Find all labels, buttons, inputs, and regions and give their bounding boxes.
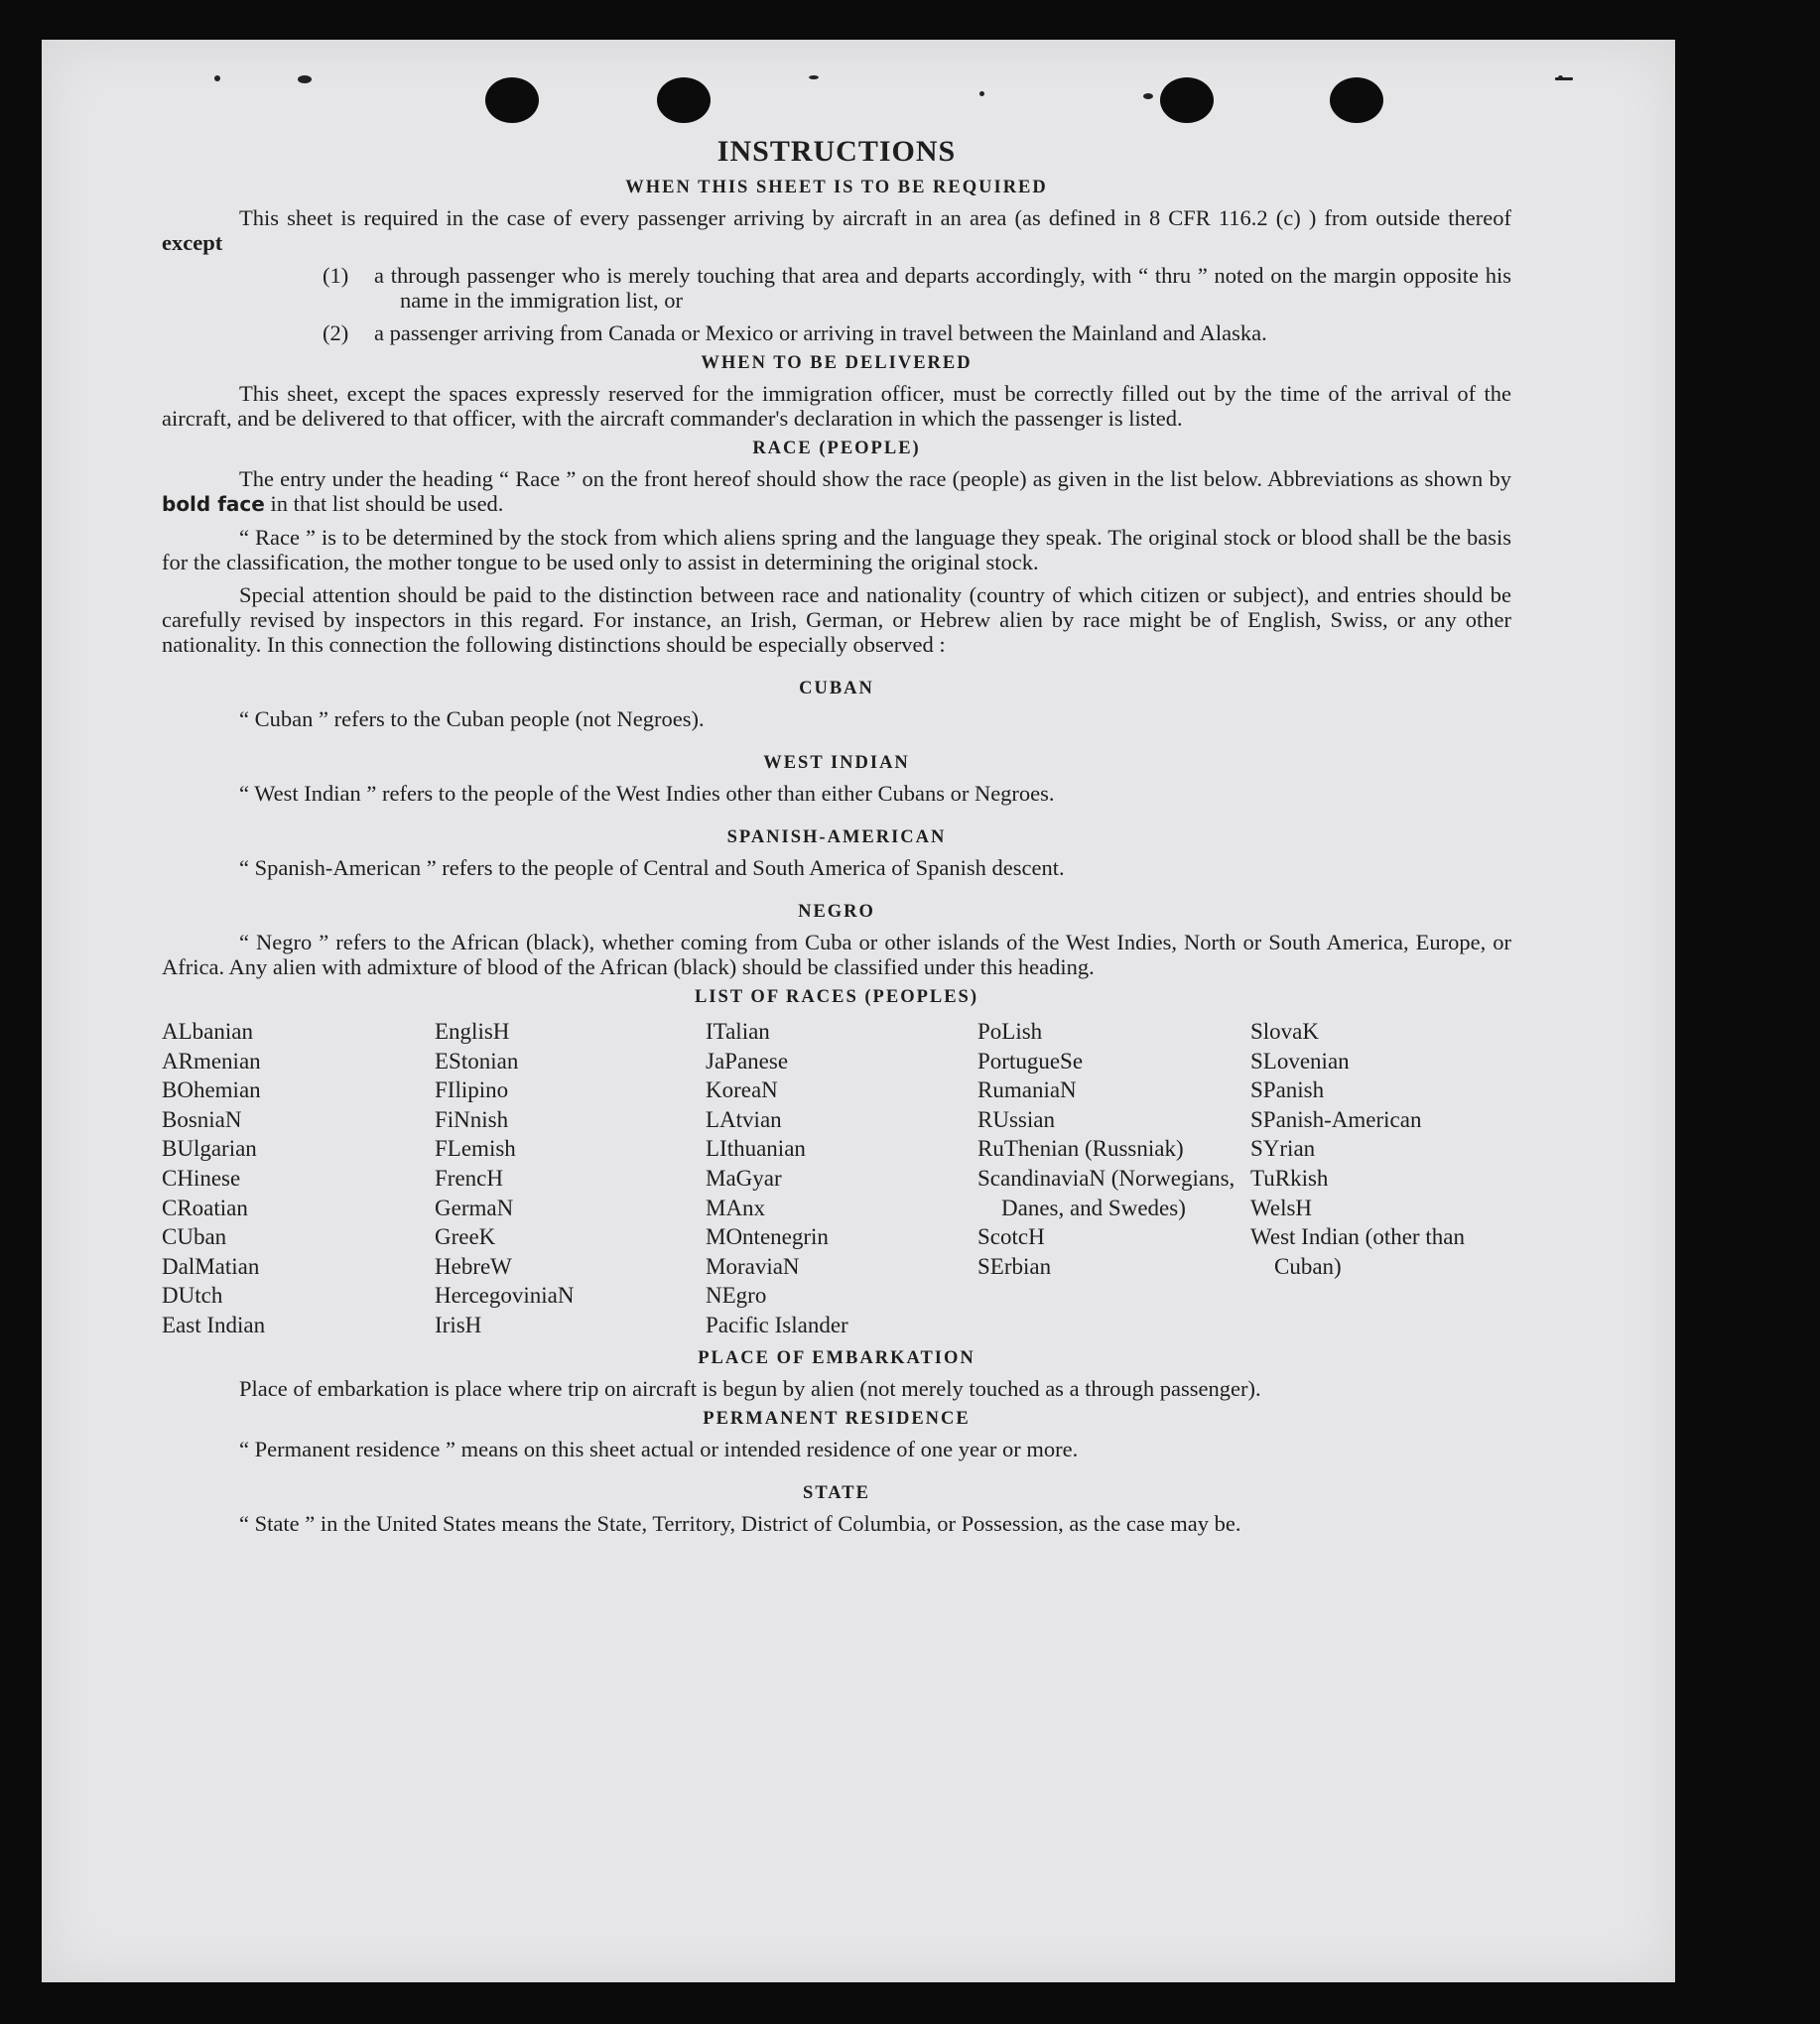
- race-column: [435, 1017, 706, 1340]
- race-paragraph: The entry under the heading “ Race ” on the front hereof should show the race (people) as given in the list below. Abbreviations as shown by bold face in that list should be used.: [162, 466, 1511, 516]
- race-item: ALbanian: [162, 1019, 253, 1044]
- race-item: BUlgarian: [162, 1136, 257, 1162]
- race-item: ScotcH: [977, 1224, 1045, 1250]
- negro-text: “ Negro ” refers to the African (black), whether coming from Cuba or other islands of the West Indies, North or South America, Europe, or Africa. Any alien with admixture of blood of the African (black) should be classified under this heading.: [162, 930, 1511, 979]
- race-item: MOntenegrin: [706, 1224, 829, 1250]
- race-item: SlovaK: [1250, 1019, 1319, 1044]
- race-item: ScandinaviaN (Norwegians, Danes, and Swedes): [977, 1165, 1235, 1220]
- race-item: CHinese: [162, 1165, 241, 1191]
- race-item: East Indian: [162, 1312, 266, 1337]
- race-item: HercegoviniaN: [435, 1283, 575, 1309]
- race-paragraph: “ Race ” is to be determined by the stock from which aliens spring and the language they speak. The original stock or blood shall be the basis for the classification, the mother tongue to be used only to assist in determining the original stock.: [162, 525, 1511, 574]
- spanish-american-text: “ Spanish-American ” refers to the people of Central and South America of Spanish descent.: [239, 855, 1065, 880]
- heading-spanish-american: SPANISH-AMERICAN: [726, 827, 947, 847]
- heading-when-delivered: WHEN TO BE DELIVERED: [701, 353, 973, 373]
- heading-embarkation: PLACE OF EMBARKATION: [698, 1347, 975, 1368]
- race-item: EnglisH: [435, 1019, 510, 1044]
- race-item: ARmenian: [162, 1048, 261, 1074]
- race-item: CRoatian: [162, 1195, 248, 1220]
- race-item: JaPanese: [706, 1048, 789, 1074]
- race-item: LIthuanian: [706, 1136, 806, 1162]
- heading-cuban: CUBAN: [799, 679, 874, 698]
- race-item: DalMatian: [162, 1253, 260, 1279]
- race-item: MaGyar: [706, 1165, 782, 1191]
- race-item: RuThenian (Russniak): [977, 1136, 1184, 1162]
- race-item: SErbian: [977, 1253, 1052, 1279]
- race-item: KoreaN: [706, 1077, 778, 1103]
- race-item: CUban: [162, 1224, 227, 1250]
- race-item: MoraviaN: [706, 1253, 800, 1279]
- heading-race: RACE (PEOPLE): [752, 439, 921, 458]
- race-paragraph: Special attention should be paid to the distinction between race and nationality (country of which citizen or subject), and entries should be carefully revised by inspectors in this regard. For instance, an Irish, German, or Hebrew alien by race might be of English, Swiss, or any other nationality. In this connection the following distinctions should be especially observed :: [162, 582, 1511, 657]
- heading-list-of-races: LIST OF RACES (PEOPLES): [694, 987, 979, 1007]
- heading-when-required: WHEN THIS SHEET IS TO BE REQUIRED: [625, 178, 1048, 197]
- race-item: ITalian: [706, 1019, 770, 1044]
- speck: [979, 91, 984, 96]
- west-indian-text: “ West Indian ” refers to the people of the West Indies other than either Cubans or Negroes.: [239, 781, 1055, 806]
- race-item: MAnx: [706, 1195, 766, 1220]
- race-item: FrencH: [435, 1165, 503, 1191]
- speck: [214, 75, 220, 81]
- speck: [298, 75, 312, 83]
- heading-negro: NEGRO: [798, 902, 875, 922]
- race-column: [706, 1017, 977, 1340]
- exception-item: (2) a passenger arriving from Canada or Mexico or arriving in travel between the Mainland and Alaska.: [323, 320, 1267, 345]
- punch-hole: [485, 77, 539, 123]
- race-item: DUtch: [162, 1283, 223, 1309]
- state-text: “ State ” in the United States means the State, Territory, District of Columbia, or Possession, as the case may be.: [239, 1510, 1241, 1536]
- heading-residence: PERMANENT RESIDENCE: [703, 1408, 971, 1429]
- exception-item: (1) a through passenger who is merely touching that area and departs accordingly, with “ thru ” noted on the margin opposite his name in the immigration list, or: [323, 263, 1511, 313]
- race-item: FIlipino: [435, 1077, 509, 1103]
- punch-hole: [1330, 77, 1383, 123]
- race-item: RUssian: [977, 1106, 1055, 1132]
- race-item: West Indian (other than Cuban): [1250, 1224, 1465, 1279]
- race-item: FLemish: [435, 1136, 516, 1162]
- race-item: HebreW: [435, 1253, 512, 1279]
- race-item: IrisH: [435, 1312, 482, 1337]
- race-item: Pacific Islander: [706, 1312, 848, 1337]
- when-required-intro: This sheet is required in the case of every passenger arriving by aircraft in an area (as defined in 8 CFR 116.2 (c) ) from outside thereof except: [162, 205, 1511, 255]
- residence-text: “ Permanent residence ” means on this sheet actual or intended residence of one year or more.: [239, 1436, 1079, 1461]
- race-item: SLovenian: [1250, 1048, 1350, 1074]
- punch-hole: [1160, 77, 1214, 123]
- speck: [1143, 93, 1153, 99]
- heading-west-indian: WEST INDIAN: [763, 753, 910, 773]
- speck: [809, 75, 819, 79]
- instructions-body: [162, 134, 1511, 1536]
- race-item: PoLish: [977, 1019, 1043, 1044]
- race-column: [1250, 1017, 1511, 1340]
- page-title: INSTRUCTIONS: [716, 135, 957, 168]
- race-list: [162, 1017, 1511, 1340]
- race-item: SYrian: [1250, 1136, 1316, 1162]
- race-item: LAtvian: [706, 1106, 782, 1132]
- race-column: [162, 1017, 435, 1340]
- race-item: WelsH: [1250, 1195, 1313, 1220]
- race-item: BosniaN: [162, 1106, 242, 1132]
- embarkation-text: Place of embarkation is place where trip on aircraft is begun by alien (not merely touched as a through passenger).: [239, 1375, 1261, 1401]
- race-item: GermaN: [435, 1195, 514, 1220]
- race-item: RumaniaN: [977, 1077, 1077, 1103]
- punch-hole: [657, 77, 711, 123]
- race-item: NEgro: [706, 1283, 767, 1309]
- race-item: GreeK: [435, 1224, 496, 1250]
- race-column: [977, 1017, 1250, 1340]
- heading-state: STATE: [803, 1482, 870, 1503]
- race-item: BOhemian: [162, 1077, 261, 1103]
- when-delivered-text: This sheet, except the spaces expressly reserved for the immigration officer, must be correctly filled out by the time of the arrival of the aircraft, and be delivered to that officer, with the aircraft commander's declaration in which the passenger is listed.: [162, 381, 1511, 431]
- race-item: TuRkish: [1250, 1165, 1329, 1191]
- race-item: EStonian: [435, 1048, 519, 1074]
- speck: [1555, 77, 1573, 80]
- race-item: FiNnish: [435, 1106, 509, 1132]
- race-item: SPanish: [1250, 1077, 1325, 1103]
- race-item: PortugueSe: [977, 1048, 1084, 1074]
- race-item: SPanish-American: [1250, 1106, 1422, 1132]
- cuban-text: “ Cuban ” refers to the Cuban people (not Negroes).: [239, 706, 705, 731]
